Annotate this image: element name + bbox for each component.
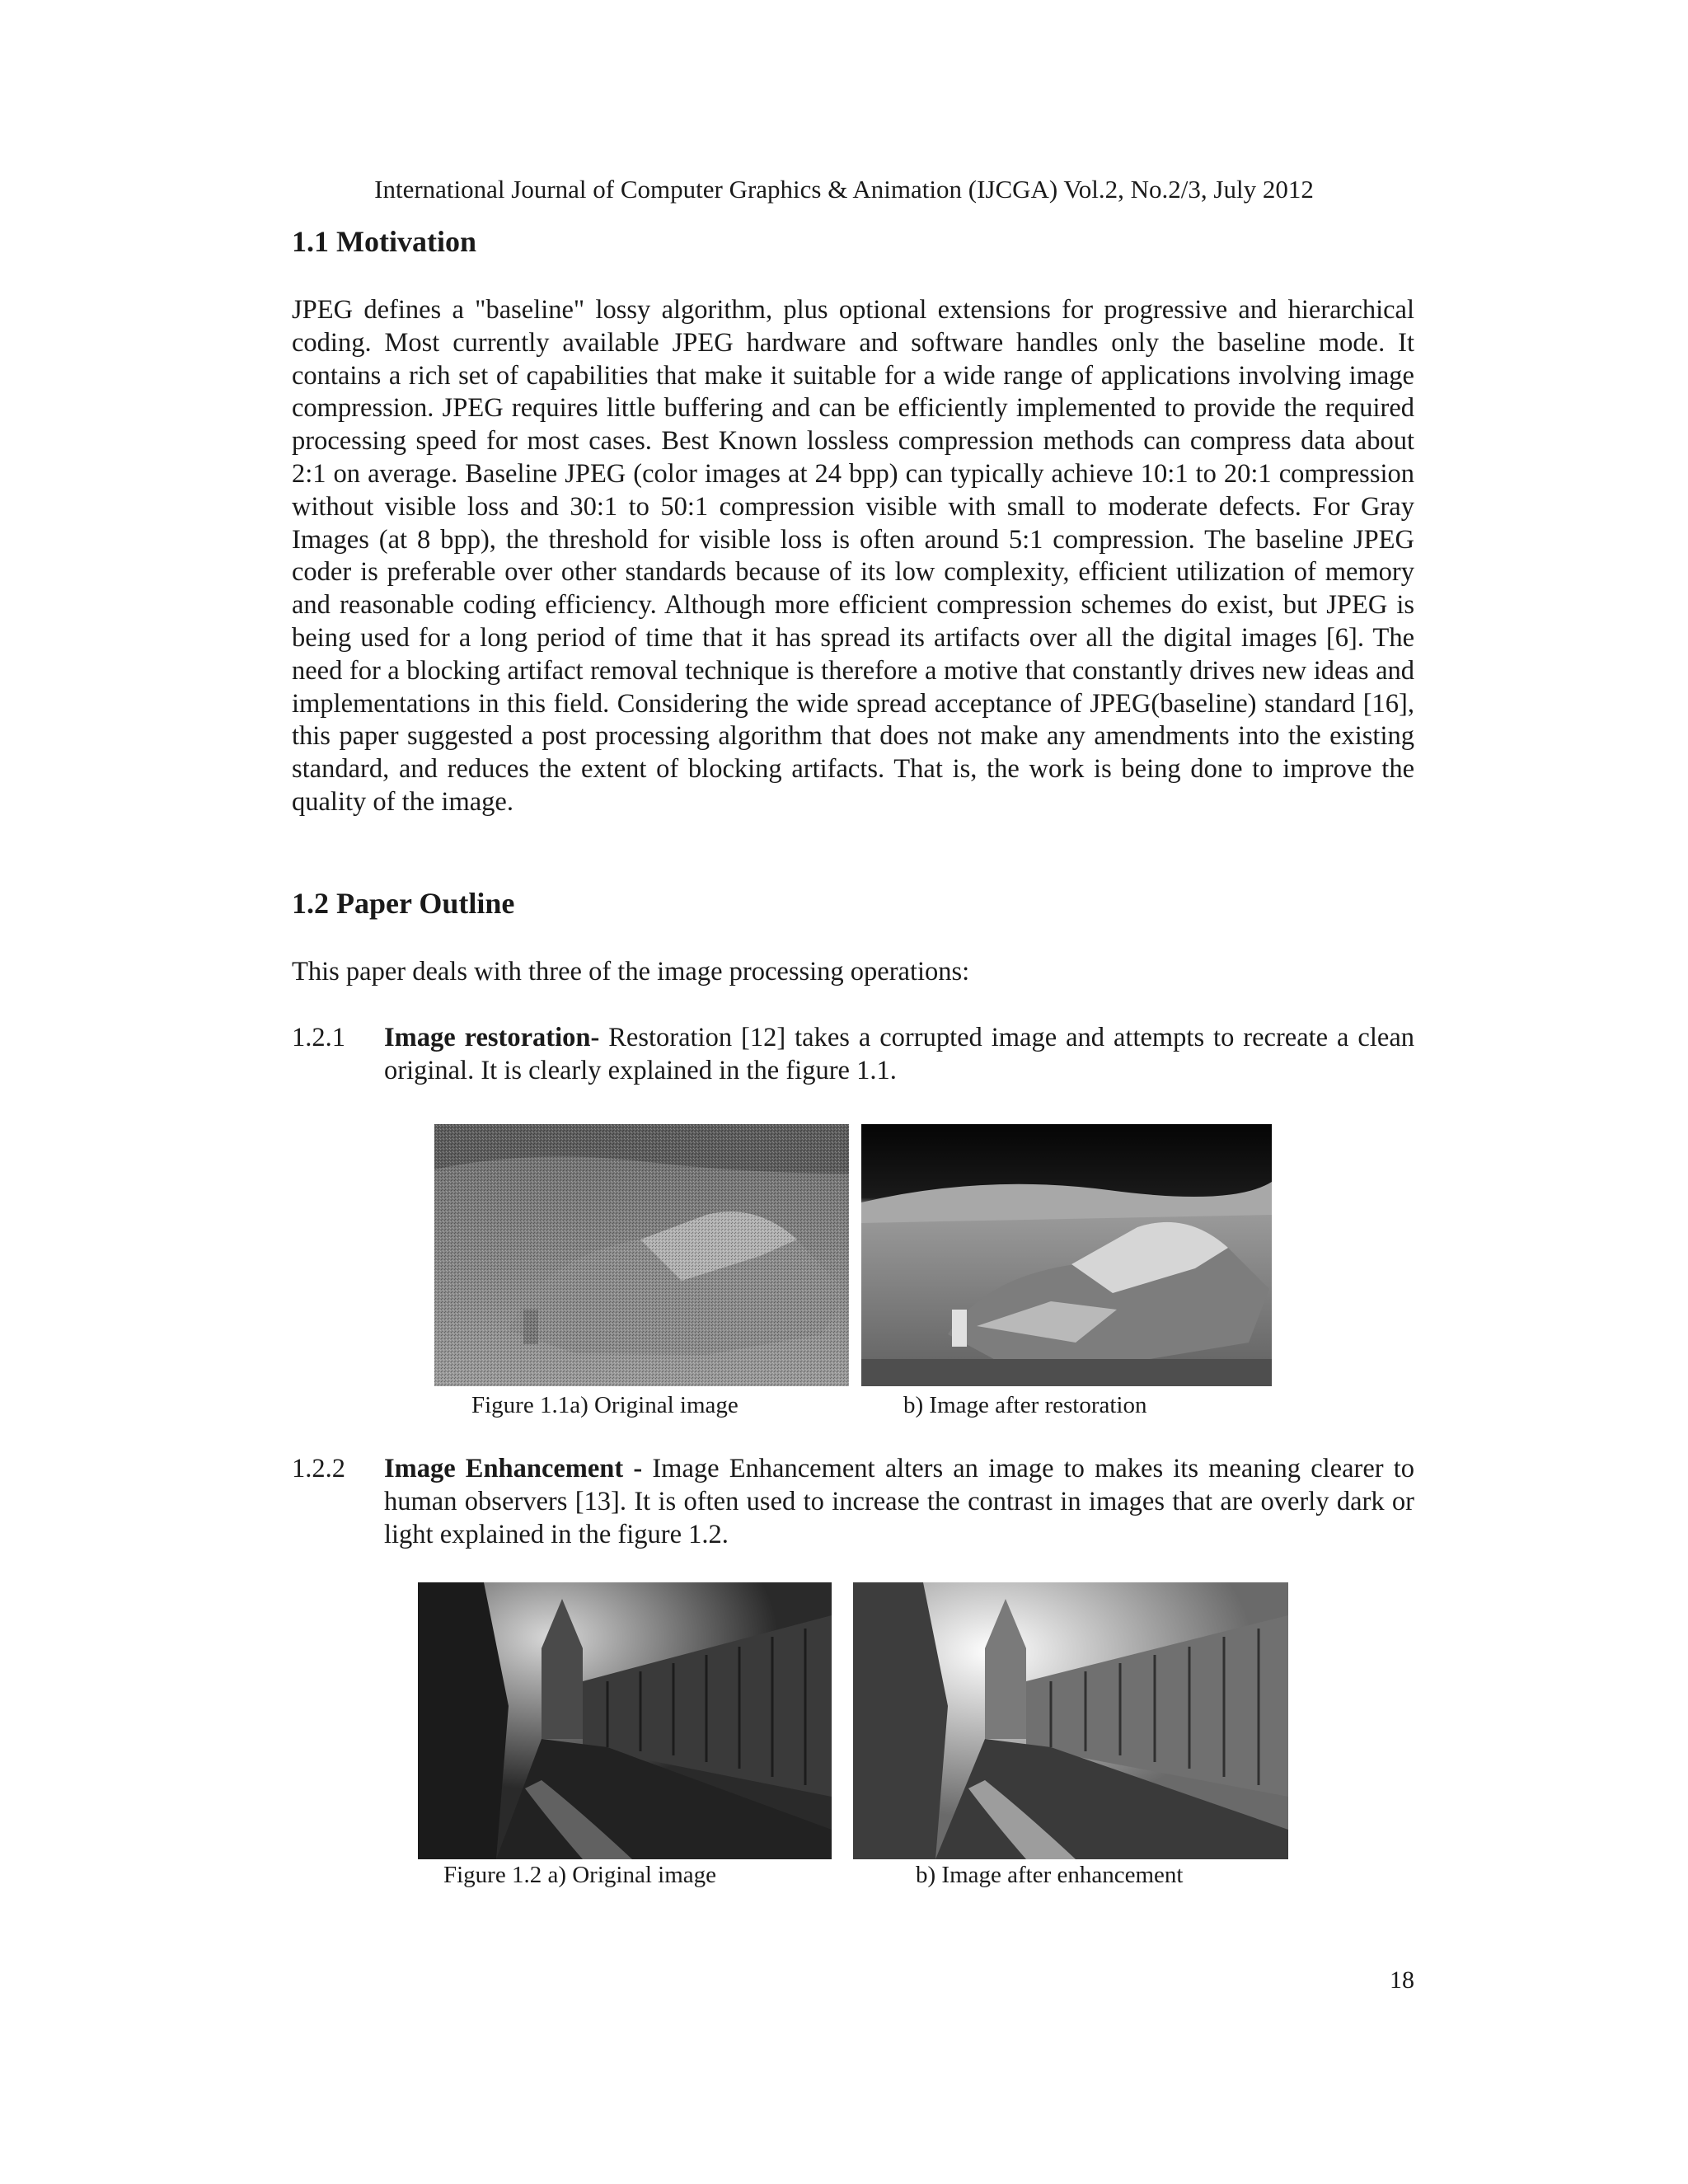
page-number: 18 bbox=[1390, 1966, 1414, 1994]
figure-1-1a-caption: Figure 1.1a) Original image bbox=[471, 1392, 738, 1418]
item-text: Image Enhancement alters an image to makes its meaning clearer to human observers [13]. It is often used to increase the contrast in images that are overly dark or light explained in the figure 1.2. bbox=[384, 1454, 1414, 1549]
item-number: 1.2.2 bbox=[292, 1454, 345, 1483]
figure-1-1a-original-image bbox=[434, 1124, 849, 1386]
figure-1-1b-caption: b) Image after restoration bbox=[903, 1392, 1147, 1418]
figure-1-1b-restored-image bbox=[861, 1124, 1272, 1386]
figure-1-2a-caption: Figure 1.2 a) Original image bbox=[443, 1862, 716, 1888]
figure-1-2a-original-image bbox=[418, 1582, 832, 1859]
outline-item-enhancement bbox=[292, 1453, 1414, 1551]
running-head: International Journal of Computer Graphics & Animation (IJCGA) Vol.2, No.2/3, July 2012 bbox=[374, 175, 1314, 204]
section-heading-motivation: 1.1 Motivation bbox=[292, 225, 476, 258]
item-title: Image restoration- bbox=[384, 1023, 600, 1052]
item-text: Restoration [12] takes a corrupted image and attempts to recreate a clean original. It is clearly explained in the figure 1.1. bbox=[384, 1023, 1414, 1085]
outline-intro: This paper deals with three of the image processing operations: bbox=[292, 957, 970, 987]
item-number: 1.2.1 bbox=[292, 1023, 345, 1052]
figure-1-2b-enhanced-image bbox=[853, 1582, 1288, 1859]
figure-1-2b-caption: b) Image after enhancement bbox=[916, 1862, 1184, 1888]
motivation-paragraph: JPEG defines a "baseline" lossy algorithm, plus optional extensions for progressive and hierarchical coding. Most currently available JPEG hardware and software handles only the baseline mode. It contains a rich set of capabilities that make it suitable for a wide range of applications involving image compression. JPEG requires little buffering and can be efficiently implemented to provide the required processing speed for most cases. Best Known lossless compression methods can compress data about 2:1 on average. Baseline JPEG (color images at 24 bpp) can typically achieve 10:1 to 20:1 compression without visible loss and 30:1 to 50:1 compression visible with small to moderate defects. For Gray Images (at 8 bpp), the threshold for visible loss is often around 5:1 compression. The baseline JPEG coder is preferable over other standards because of its low complexity, efficient utilization of memory and reasonable coding efficiency. Although more efficient compression schemes do exist, but JPEG is being used for a long period of time that it has spread its artifacts over all the digital images [6]. The need for a blocking artifact removal technique is therefore a motive that constantly drives new ideas and implementations in this field. Considering the wide spread acceptance of JPEG(baseline) standard [16], this paper suggested a post processing algorithm that does not make any amendments into the existing standard, and reduces the extent of blocking artifacts. That is, the work is being done to improve the quality of the image. bbox=[292, 295, 1414, 817]
item-title: Image Enhancement - bbox=[384, 1454, 643, 1483]
section-heading-outline: 1.2 Paper Outline bbox=[292, 887, 515, 920]
outline-item-restoration bbox=[292, 1022, 1414, 1088]
